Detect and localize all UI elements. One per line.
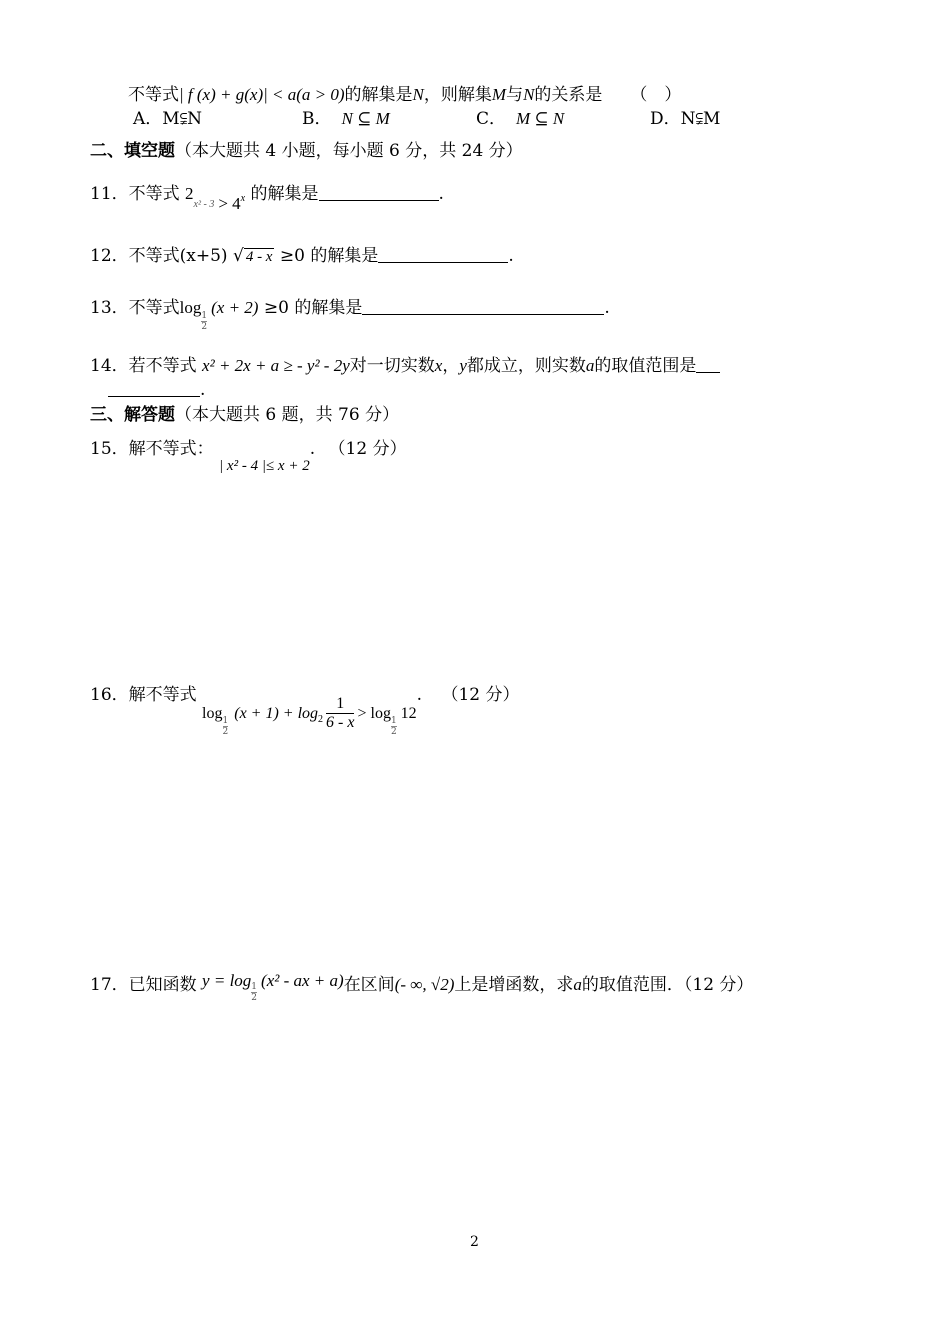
q16-argument1: (x + 1) + log (234, 705, 319, 722)
section-3-heading (90, 404, 399, 426)
q15 (90, 438, 407, 477)
q17-argument: (x² - ax + a) (261, 971, 344, 990)
q14-expression: x² + 2x + a ≥ - y² - 2y (202, 356, 350, 375)
q14-period: . (200, 380, 206, 400)
q16-rhs-log: > log (357, 705, 391, 722)
q12-number: 12． (90, 246, 129, 266)
q10-option-b (302, 108, 390, 130)
q13-log: log (179, 298, 202, 317)
q17-var-a: a (573, 975, 582, 994)
q11-number: 11． (90, 184, 129, 204)
q14-var-x: x (434, 356, 443, 375)
q15-score: （12 分） (328, 439, 407, 459)
option-text: M⫋N (162, 109, 203, 129)
q14-var-a: a (585, 356, 595, 375)
q14-text-post: 的取值范围是 (594, 356, 697, 376)
q15-period: . (309, 439, 316, 459)
q12-answer-blank[interactable] (378, 244, 508, 263)
section-3-note: （本大题共 6 题，共 76 分） (175, 405, 400, 425)
q10-var-n2: N (523, 85, 535, 104)
q14-continuation (108, 378, 205, 401)
q10-text-a: 不等式 (128, 85, 179, 105)
q17-interval: (- ∞, √2) (394, 975, 455, 994)
q11-exponent2: x (240, 193, 246, 204)
option-label: B． (302, 109, 332, 129)
q14-text-mid1: 对一切实数 (349, 356, 435, 376)
option-text: M ⊆ N (516, 109, 565, 128)
q16-rhs-value: 12 (400, 705, 417, 722)
q16-period: . (416, 685, 423, 705)
q16-log1: log (202, 705, 223, 722)
q12 (90, 244, 514, 267)
q12-text-post: ≥0 的解集是 (279, 246, 379, 266)
q11-text: 不等式 (128, 184, 180, 204)
option-label: A． (133, 109, 163, 129)
q14-answer-blank-end[interactable] (108, 378, 200, 397)
q14-number: 14． (90, 356, 129, 376)
option-label: D． (650, 109, 681, 129)
q10-stem (128, 84, 681, 106)
q17-log-base: $\frac{1}{2}$ (251, 982, 258, 1003)
q16-text: 解不等式 (128, 685, 197, 705)
q16-expression (202, 695, 417, 737)
section-2-note: （本大题共 4 小题，每小题 6 分，共 24 分） (175, 141, 523, 161)
q13-argument: (x + 2) (211, 298, 259, 317)
q16-number: 16． (90, 685, 129, 705)
q13-text: 不等式 (128, 298, 180, 318)
q10-var-n: N (412, 85, 424, 104)
page-number: 2 (470, 1234, 479, 1250)
sqrt-icon: √ (232, 246, 244, 266)
option-label: C． (476, 109, 507, 129)
q13-answer-blank[interactable] (362, 296, 604, 315)
q10-var-m: M (491, 85, 507, 104)
q12-radicand: 4 - x (245, 249, 273, 265)
q11-exponent: x² - 3 (193, 199, 215, 210)
base-numerator: 1 (201, 311, 208, 321)
q10-option-a (133, 108, 202, 130)
q10-option-d (650, 108, 720, 130)
q16-fraction (326, 695, 354, 732)
q10-answer-paren: （ ） (630, 85, 682, 105)
q17-text-post2: 的取值范围． (581, 975, 684, 995)
q16 (90, 684, 520, 737)
q10-text-b: 的解集是 (344, 85, 413, 105)
base-denominator: 2 (201, 322, 208, 332)
q14-text-mid2: 都成立，则实数 (466, 356, 586, 376)
q11-rhs: > 4 (218, 194, 241, 213)
q17-score: （12 分） (683, 975, 754, 995)
section-2-title: 二、填空题 (90, 141, 175, 161)
q16-rhs-log-base: $\frac{1}{2}$ (390, 716, 397, 737)
q11-text-post: 的解集是 (250, 184, 319, 204)
q14-answer-blank-start[interactable] (696, 354, 720, 373)
q16-log2-base: 2 (318, 714, 324, 725)
q14-comma: ， (442, 356, 460, 376)
q10-text-d: 与 (506, 85, 524, 105)
option-text: N⫋M (680, 109, 721, 129)
q13-period: . (604, 298, 610, 318)
q12-period: . (508, 246, 514, 266)
q15-text: 解不等式： (128, 439, 214, 459)
option-text: N ⊆ M (341, 109, 390, 128)
q11-period: . (438, 184, 444, 204)
q10-option-c (476, 108, 564, 130)
fraction-numerator: 1 (326, 695, 354, 714)
q17-function-lhs: y = log (202, 971, 252, 990)
q17-text: 已知函数 (128, 975, 197, 995)
q15-expression: | x² - 4 |≤ x + 2 (219, 458, 310, 474)
q14-var-y: y (459, 356, 467, 375)
q10-expression: | f (x) + g(x)| < a(a > 0) (179, 85, 345, 104)
q17-text-mid: 在区间 (343, 975, 395, 995)
q11-answer-blank[interactable] (319, 182, 439, 201)
q17-text-post1: 上是增函数，求 (454, 975, 574, 995)
q12-text: 不等式(x+5) (128, 246, 228, 266)
q10-text-e: 的关系是 (534, 85, 603, 105)
section-3-title: 三、解答题 (90, 405, 175, 425)
q13-text-post: ≥0 的解集是 (263, 298, 363, 318)
q11-base: 2 (185, 184, 194, 203)
q13-log-base (201, 311, 207, 332)
q14 (90, 354, 720, 377)
q14-text: 若不等式 (128, 356, 197, 376)
q13-number: 13． (90, 298, 129, 318)
q16-score: （12 分） (441, 685, 520, 705)
q16-log1-base: $\frac{1}{2}$ (222, 716, 229, 737)
fraction-denominator: 6 - x (326, 714, 355, 731)
section-2-heading (90, 140, 523, 162)
q13 (90, 296, 610, 332)
q11 (90, 182, 444, 216)
q17 (90, 970, 753, 1003)
q17-number: 17． (90, 975, 129, 995)
q15-number: 15． (90, 439, 129, 459)
q10-text-c: ，则解集 (423, 85, 492, 105)
